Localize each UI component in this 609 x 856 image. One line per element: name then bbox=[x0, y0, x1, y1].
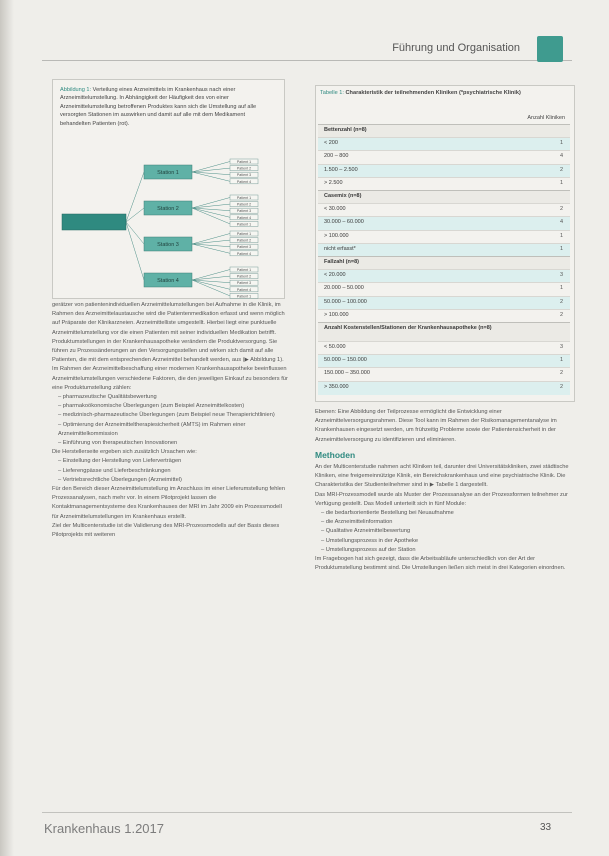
table-row bbox=[318, 309, 570, 323]
table-cell-label: > 2.500 bbox=[324, 179, 343, 186]
paragraph: gerätzer von patientenindividuellen Arzneimittelumstellungen bei Aufnahme in die Klinik, im Rahmen des Arzneimittelaustausche wird die Patientenmedikation erfasst und wenn möglich auf Präparate der Klinikarzneien. Arzneimittelliste umgestellt. Hierbei liegt eine punktuelle Arzneimittelumstellung vor die einen Patienten mit seiner individuellen Medikation betrifft. Produktumstellungen in der Krankenhausapotheke verändern die Produktversorgung. Sie führen zu Prozessänderungen an den Versorgungsstellen und wirken sich damit auf alle Patienten, die mit dem entsprechenden Arzneimittel behandelt werden, aus (▶ Abbildung 1). bbox=[52, 302, 285, 364]
station-label: Station 3 bbox=[157, 242, 179, 248]
table-cell-value: 1 bbox=[559, 179, 563, 186]
product-node bbox=[62, 214, 126, 230]
patient-label: Patient 4 bbox=[236, 251, 252, 256]
table-cell-value: 1 bbox=[559, 245, 563, 252]
paragraph: Im Rahmen der Arzneimittelbeschaffung einer modernen Krankenhausapotheke beeinflussen Arzneimittelumstellungen verschiedene Faktoren, die den jeweiligen Einkauf zu besonders für eine Produktumstellung zählen: bbox=[52, 366, 288, 391]
table-row bbox=[318, 203, 570, 217]
list-item: – Umstellungsprozess auf der Station bbox=[321, 546, 416, 553]
figure-label: Abbildung 1: bbox=[60, 87, 92, 93]
table-row bbox=[318, 230, 570, 244]
table-row bbox=[318, 137, 570, 151]
table-section-row bbox=[318, 256, 570, 270]
patient-label: Patient 3 bbox=[236, 209, 252, 214]
patient-label: Patient 2 bbox=[236, 166, 252, 171]
connector-line bbox=[126, 172, 144, 222]
table-cell-label: Bettenzahl (n=8) bbox=[324, 127, 367, 133]
patient-label: Patient 4 bbox=[236, 179, 252, 184]
patient-label: Patient 2 bbox=[236, 274, 252, 279]
section-title: Führung und Organisation bbox=[392, 42, 520, 54]
table-row bbox=[318, 282, 570, 296]
table-row bbox=[318, 367, 570, 381]
table-row bbox=[318, 296, 570, 310]
station-tree-diagram bbox=[60, 156, 280, 299]
table-label: Tabelle 1: bbox=[320, 90, 344, 96]
list-item: – die Arzneimittelinformation bbox=[321, 519, 393, 526]
patient-label: Patient 2 bbox=[236, 202, 252, 207]
patient-label: Patient 3 bbox=[236, 173, 252, 178]
left-column bbox=[52, 301, 290, 540]
table-cell-value: 2 bbox=[559, 311, 563, 318]
paragraph: Ebenen: Eine Abbildung der Teilprozesse ermöglicht die Entwicklung einer Arzneimittelversorgungsrahmen. Diese Tool kann im Rahmen der Risikomanagementanalyse im Krankenhausen eingesetzt werden, um frühzeitig Probleme sowie der Patientensicherheit in der Arzneimittelversorgung zu identifizieren und eliminieren. bbox=[315, 409, 557, 443]
list-item: – Einstellung der Herstellung von Lieferverträgen bbox=[58, 458, 182, 465]
patient-label: Patient 3 bbox=[236, 245, 252, 250]
connector-line bbox=[192, 276, 230, 280]
list-item: – die bedarfsorientierte Bestellung bei Neuaufnahme bbox=[321, 510, 454, 517]
connector-line bbox=[126, 222, 144, 244]
patient-label: Patient 2 bbox=[236, 238, 252, 243]
connector-line bbox=[192, 270, 230, 281]
table-cell-value: 1 bbox=[559, 285, 563, 292]
table-cell-value: 4 bbox=[559, 153, 563, 160]
connector-line bbox=[192, 234, 230, 245]
table-cell-value: 1 bbox=[559, 232, 563, 239]
table-row bbox=[318, 341, 570, 355]
patient-label: Patient 4 bbox=[236, 215, 252, 220]
paragraph: Ziel der Multicenterstudie ist die Validierung des MRI-Prozessmodells auf der Basis dieses Pilotprojekts mit weiteren bbox=[52, 522, 280, 539]
table-cell-value: 2 bbox=[559, 298, 563, 305]
table-cell-label: 150.000 – 350.000 bbox=[324, 370, 370, 377]
connector-line bbox=[192, 198, 230, 209]
table-cell-value: 1 bbox=[559, 140, 563, 147]
list-item: – Lieferengpässe und Lieferbeschränkungen bbox=[58, 467, 171, 474]
patient-label: Patient 1 bbox=[236, 196, 252, 200]
page-number: 33 bbox=[540, 822, 552, 833]
table-cell-label: 50.000 – 150.000 bbox=[324, 357, 367, 364]
table-cell-label: Casemix (n=8) bbox=[324, 193, 362, 199]
table-section-row bbox=[318, 190, 570, 204]
list-item: – Qualitative Arzneimittelbewertung bbox=[321, 528, 411, 535]
table-cell-label: < 200 bbox=[324, 140, 338, 147]
table-cell-value: 1 bbox=[559, 357, 563, 364]
table-cell-label: 20.000 – 50.000 bbox=[324, 285, 364, 292]
table-cell-label: 200 – 800 bbox=[324, 153, 349, 160]
connector-line bbox=[126, 222, 144, 280]
list-item: – Optimierung der Arzneimitteltherapiesicherheit (AMTS) im Rahmen einer Arzneimittelkommission bbox=[58, 421, 246, 437]
station-label: Station 4 bbox=[157, 278, 179, 284]
table-row bbox=[318, 216, 570, 230]
patient-label: Patient 3 bbox=[236, 281, 252, 286]
table-column-header: Anzahl Kliniken bbox=[527, 115, 565, 121]
table-cell-label: > 350.000 bbox=[324, 383, 349, 390]
table-cell-label: Fallzahl (n=8) bbox=[324, 259, 359, 265]
paragraph: Das MRI-Prozessmodell wurde als Muster der Prozessanalyse an der Prozessformen teilnehmer zur Verfügung gestellt. Das Modell unterteilt sich in fünf Module: bbox=[315, 491, 568, 507]
table-row bbox=[318, 381, 570, 395]
table-cell-value: 2 bbox=[559, 206, 563, 213]
table-cell-label: 30.000 – 60.000 bbox=[324, 219, 364, 226]
list-item: – Einführung von therapeutischen Innovationen bbox=[58, 440, 178, 447]
paragraph: Für den Bereich dieser Arzneimittelumstellung im Anschluss im einer Lieferumstellung fehlen Prozessanalysen, nach mehr vor. In einem Pilotprojekt lassen die Kontaktmanagementsysteme des Krankenhauses der MRI im Jahr 2009 ein Prozessmodell für Arzneimittelumstellungen im Krankenhaus erstellt. bbox=[52, 486, 285, 520]
connector-line bbox=[192, 162, 230, 173]
section-marker bbox=[537, 36, 563, 62]
paragraph: An der Multicenterstudie nahmen acht Kliniken teil, darunter drei Universitätskliniken, zwei städtische Kliniken, eine freigemeinnützige Klinik, ein Bereichskrankenhaus und eine psychiatrische Klinik. Die Charakteristika der Studienteilnehmer sind in ▶ Tabelle 1 dargestellt. bbox=[315, 464, 569, 489]
list-item: – Vertriebsrechtliche Überlegungen (Arzneimittel) bbox=[58, 476, 182, 483]
table-cell-label: Anzahl Kostenstellen/Stationen der Krankenhausapotheke (n=8) bbox=[324, 325, 492, 331]
figure-caption-text: Verteilung eines Arzneimittels im Krankenhaus nach einer Arzneimittelumstellung. In Abhängigkeit der Häufigkeit des von einer Arzneimittelumstellung betroffenen Produktes kann sich die Umstellung auf alle versorgten Stationen im auswirken und damit auf alle mit dem Medikament behandelten Patienten (rot). bbox=[60, 87, 257, 127]
table-cell-label: 1.500 – 2.500 bbox=[324, 166, 358, 173]
patient-label: Patient 1 bbox=[236, 268, 252, 272]
footer-rule bbox=[42, 812, 572, 813]
table-cell-label: < 50.000 bbox=[324, 344, 346, 350]
table-cell-label: > 100.000 bbox=[324, 311, 349, 318]
list-item: – medizinisch-pharmazeutische Überlegungen (zum Beispiel neue Therapierichtlinien) bbox=[58, 412, 275, 419]
connector-line bbox=[192, 240, 230, 244]
table-row bbox=[318, 150, 570, 164]
patient-label: Patient 4 bbox=[236, 287, 252, 292]
table-cell-label: < 30.000 bbox=[324, 206, 346, 213]
list-intro: Die Herstellerseite ergeben sich zusätzlich Ursachen wie: bbox=[52, 449, 197, 456]
patient-label: Patient 1 bbox=[236, 232, 252, 236]
table-cell-value: 3 bbox=[559, 344, 563, 350]
table-cell-value: 3 bbox=[559, 272, 563, 279]
table-row bbox=[318, 164, 570, 178]
table-row bbox=[318, 354, 570, 368]
right-column bbox=[315, 408, 571, 573]
table-cell-value: 2 bbox=[559, 166, 563, 173]
connector-line bbox=[192, 204, 230, 208]
connector-line bbox=[192, 168, 230, 172]
table-cell-label: nicht erfasst* bbox=[324, 245, 356, 252]
table-row bbox=[318, 243, 570, 257]
paragraph: Im Fragebogen hat sich gezeigt, dass die Arbeitsabläufe unterschiedlich von der Art der Produktumstellung bestimmt sind. Die Umstellungen ließen sich meist in drei Kategorien einordnen. bbox=[315, 556, 566, 572]
table-cell-label: 50.000 – 100.000 bbox=[324, 298, 367, 305]
station-label: Station 2 bbox=[157, 206, 179, 212]
patient-label: Patient 1 bbox=[236, 294, 252, 299]
station-label: Station 1 bbox=[157, 170, 179, 176]
table-caption bbox=[320, 89, 565, 97]
table-cell-label: < 20.000 bbox=[324, 272, 346, 279]
table-section-row bbox=[318, 322, 570, 342]
header-rule bbox=[42, 60, 572, 61]
list-item: – Umstellungsprozess in der Apotheke bbox=[321, 537, 419, 544]
table-section-row bbox=[318, 124, 570, 138]
patient-label: Patient 1 bbox=[236, 222, 252, 227]
table-cell-label: > 100.000 bbox=[324, 232, 349, 239]
table-cell-value: 2 bbox=[559, 383, 563, 390]
table-cell-value: 2 bbox=[559, 370, 563, 377]
table-caption-text: Charakteristik der teilnehmenden Kliniken (*psychiatrische Klinik) bbox=[345, 90, 521, 96]
journal-name: Krankenhaus 1.2017 bbox=[44, 821, 164, 836]
table-row bbox=[318, 177, 570, 191]
patient-label: Patient 1 bbox=[236, 160, 252, 164]
methods-heading: Methoden bbox=[315, 449, 356, 460]
table-row bbox=[318, 269, 570, 283]
table-cell-value: 4 bbox=[559, 219, 563, 226]
list-item: – pharmazeutische Qualitätsbewertung bbox=[58, 394, 157, 401]
figure-caption bbox=[60, 86, 275, 128]
list-item: – pharmakoökonomische Überlegungen (zum Beispiel Arzneimittelkosten) bbox=[58, 403, 245, 410]
